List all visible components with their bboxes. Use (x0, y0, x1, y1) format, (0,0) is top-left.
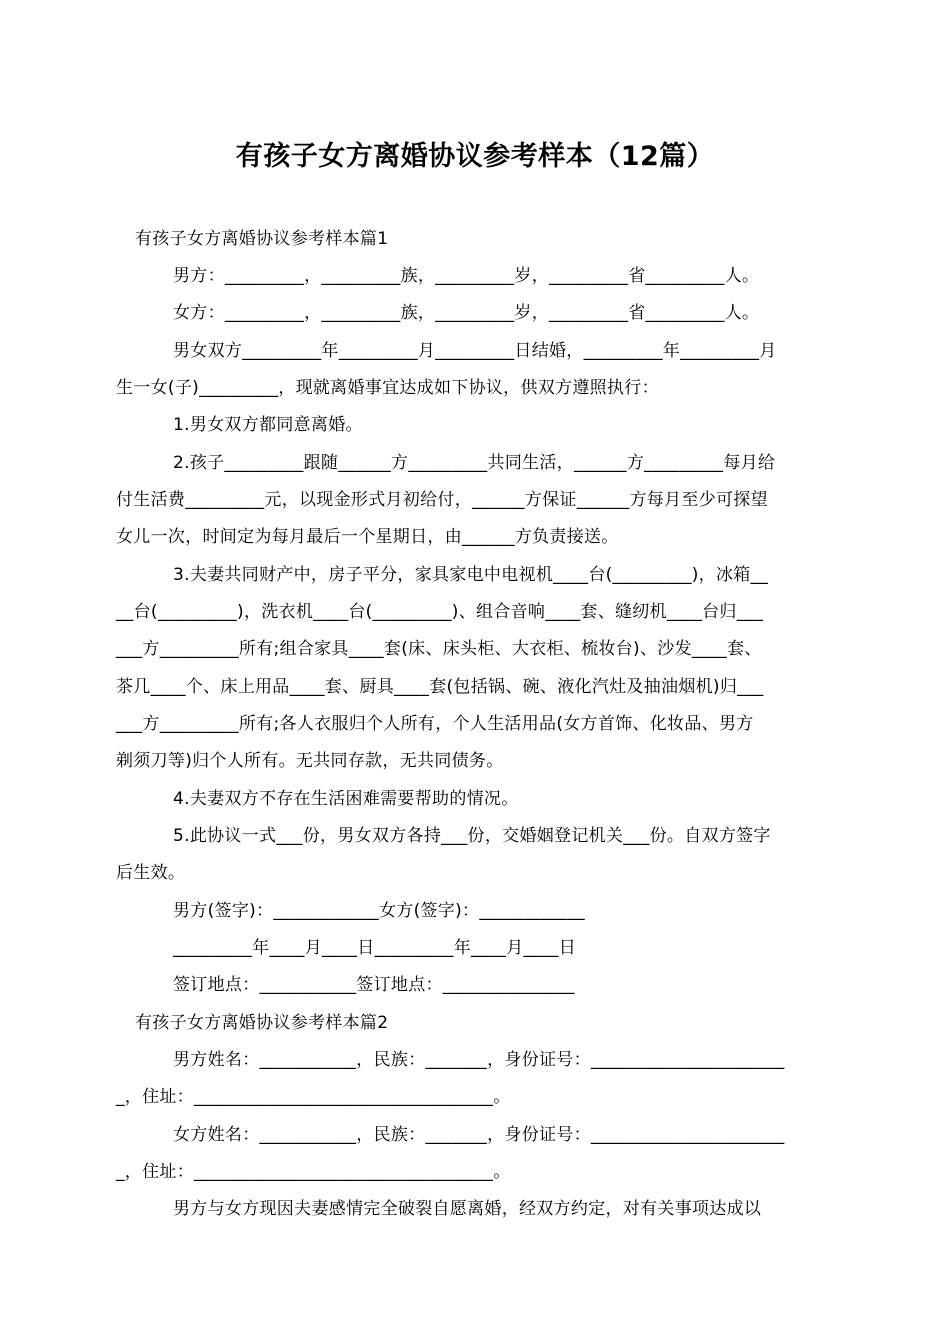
paragraph-line: 茶几____个、床上用品____套、厨具____套(包括锅、碗、液化汽灶及抽油烟机)归___ (116, 677, 764, 697)
paragraph-line: 男方与女方现因夫妻感情完全破裂自愿离婚，经双方约定，对有关事项达成以 (173, 1199, 762, 1219)
section-heading: 有孩子女方离婚协议参考样本篇1 (135, 229, 389, 249)
paragraph-line: ___方_________所有;各人衣服归个人所有，个人生活用品(女方首饰、化妆品、男方 (116, 714, 754, 734)
paragraph-line: 后生效。 (116, 863, 186, 883)
paragraph-line: 女儿一次，时间定为每月最后一个星期日，由______方负责接送。 (116, 527, 619, 547)
paragraph-line: _，住址：__________________________________。 (116, 1162, 511, 1182)
paragraph-line: 男女双方_________年_________月_________日结婚，_________年_________月 (173, 341, 777, 361)
paragraph-line: ___方_________所有;组合家具____套(床、床头柜、大衣柜、梳妆台)、沙发____套、 (116, 639, 762, 659)
paragraph-line: 3.夫妻共同财产中，房子平分，家具家电中电视机____台(_________)，冰箱__ (173, 565, 769, 585)
paragraph-line: 4.夫妻双方不存在生活困难需要帮助的情况。 (173, 789, 519, 809)
paragraph-line: 5.此协议一式___份，男女双方各持___份，交婚姻登记机关___份。自双方签字 (173, 826, 771, 846)
place-line: 签订地点：___________签订地点：_______________ (173, 975, 575, 995)
paragraph-line: _，住址：__________________________________。 (116, 1087, 511, 1107)
paragraph-line: 2.孩子_________跟随______方_________共同生活，______方_________每月给 (173, 453, 776, 473)
paragraph-line: 1.男女双方都同意离婚。 (173, 415, 363, 435)
paragraph-line: 男方姓名：___________，民族：_______，身份证号：______________________ (173, 1050, 785, 1070)
paragraph-line: 女方姓名：___________，民族：_______，身份证号：______________________ (173, 1125, 785, 1145)
signature-line: 男方(签字)：____________女方(签字)：____________ (173, 901, 585, 921)
paragraph-line: 男方：_________，_________族，_________岁，_________省_________人。 (173, 266, 760, 286)
paragraph-line: 付生活费_________元，以现金形式月初给付，______方保证______方每月至少可探望 (116, 490, 768, 510)
document-title: 有孩子女方离婚协议参考样本（12篇） (235, 141, 715, 172)
paragraph-line: 生一女(子)_________，现就离婚事宜达成如下协议，供双方遵照执行： (116, 378, 659, 398)
paragraph-line: __台(_________)，洗衣机____台(_________)、组合音响____套、缝纫机____台归___ (116, 602, 764, 622)
paragraph-line: 女方：_________，_________族，_________岁，_________省_________人。 (173, 303, 760, 323)
date-line: _________年____月____日_________年____月____日 (173, 938, 576, 958)
section-heading: 有孩子女方离婚协议参考样本篇2 (135, 1013, 389, 1033)
paragraph-line: 剃须刀等)归个人所有。无共同存款，无共同债务。 (116, 751, 504, 771)
